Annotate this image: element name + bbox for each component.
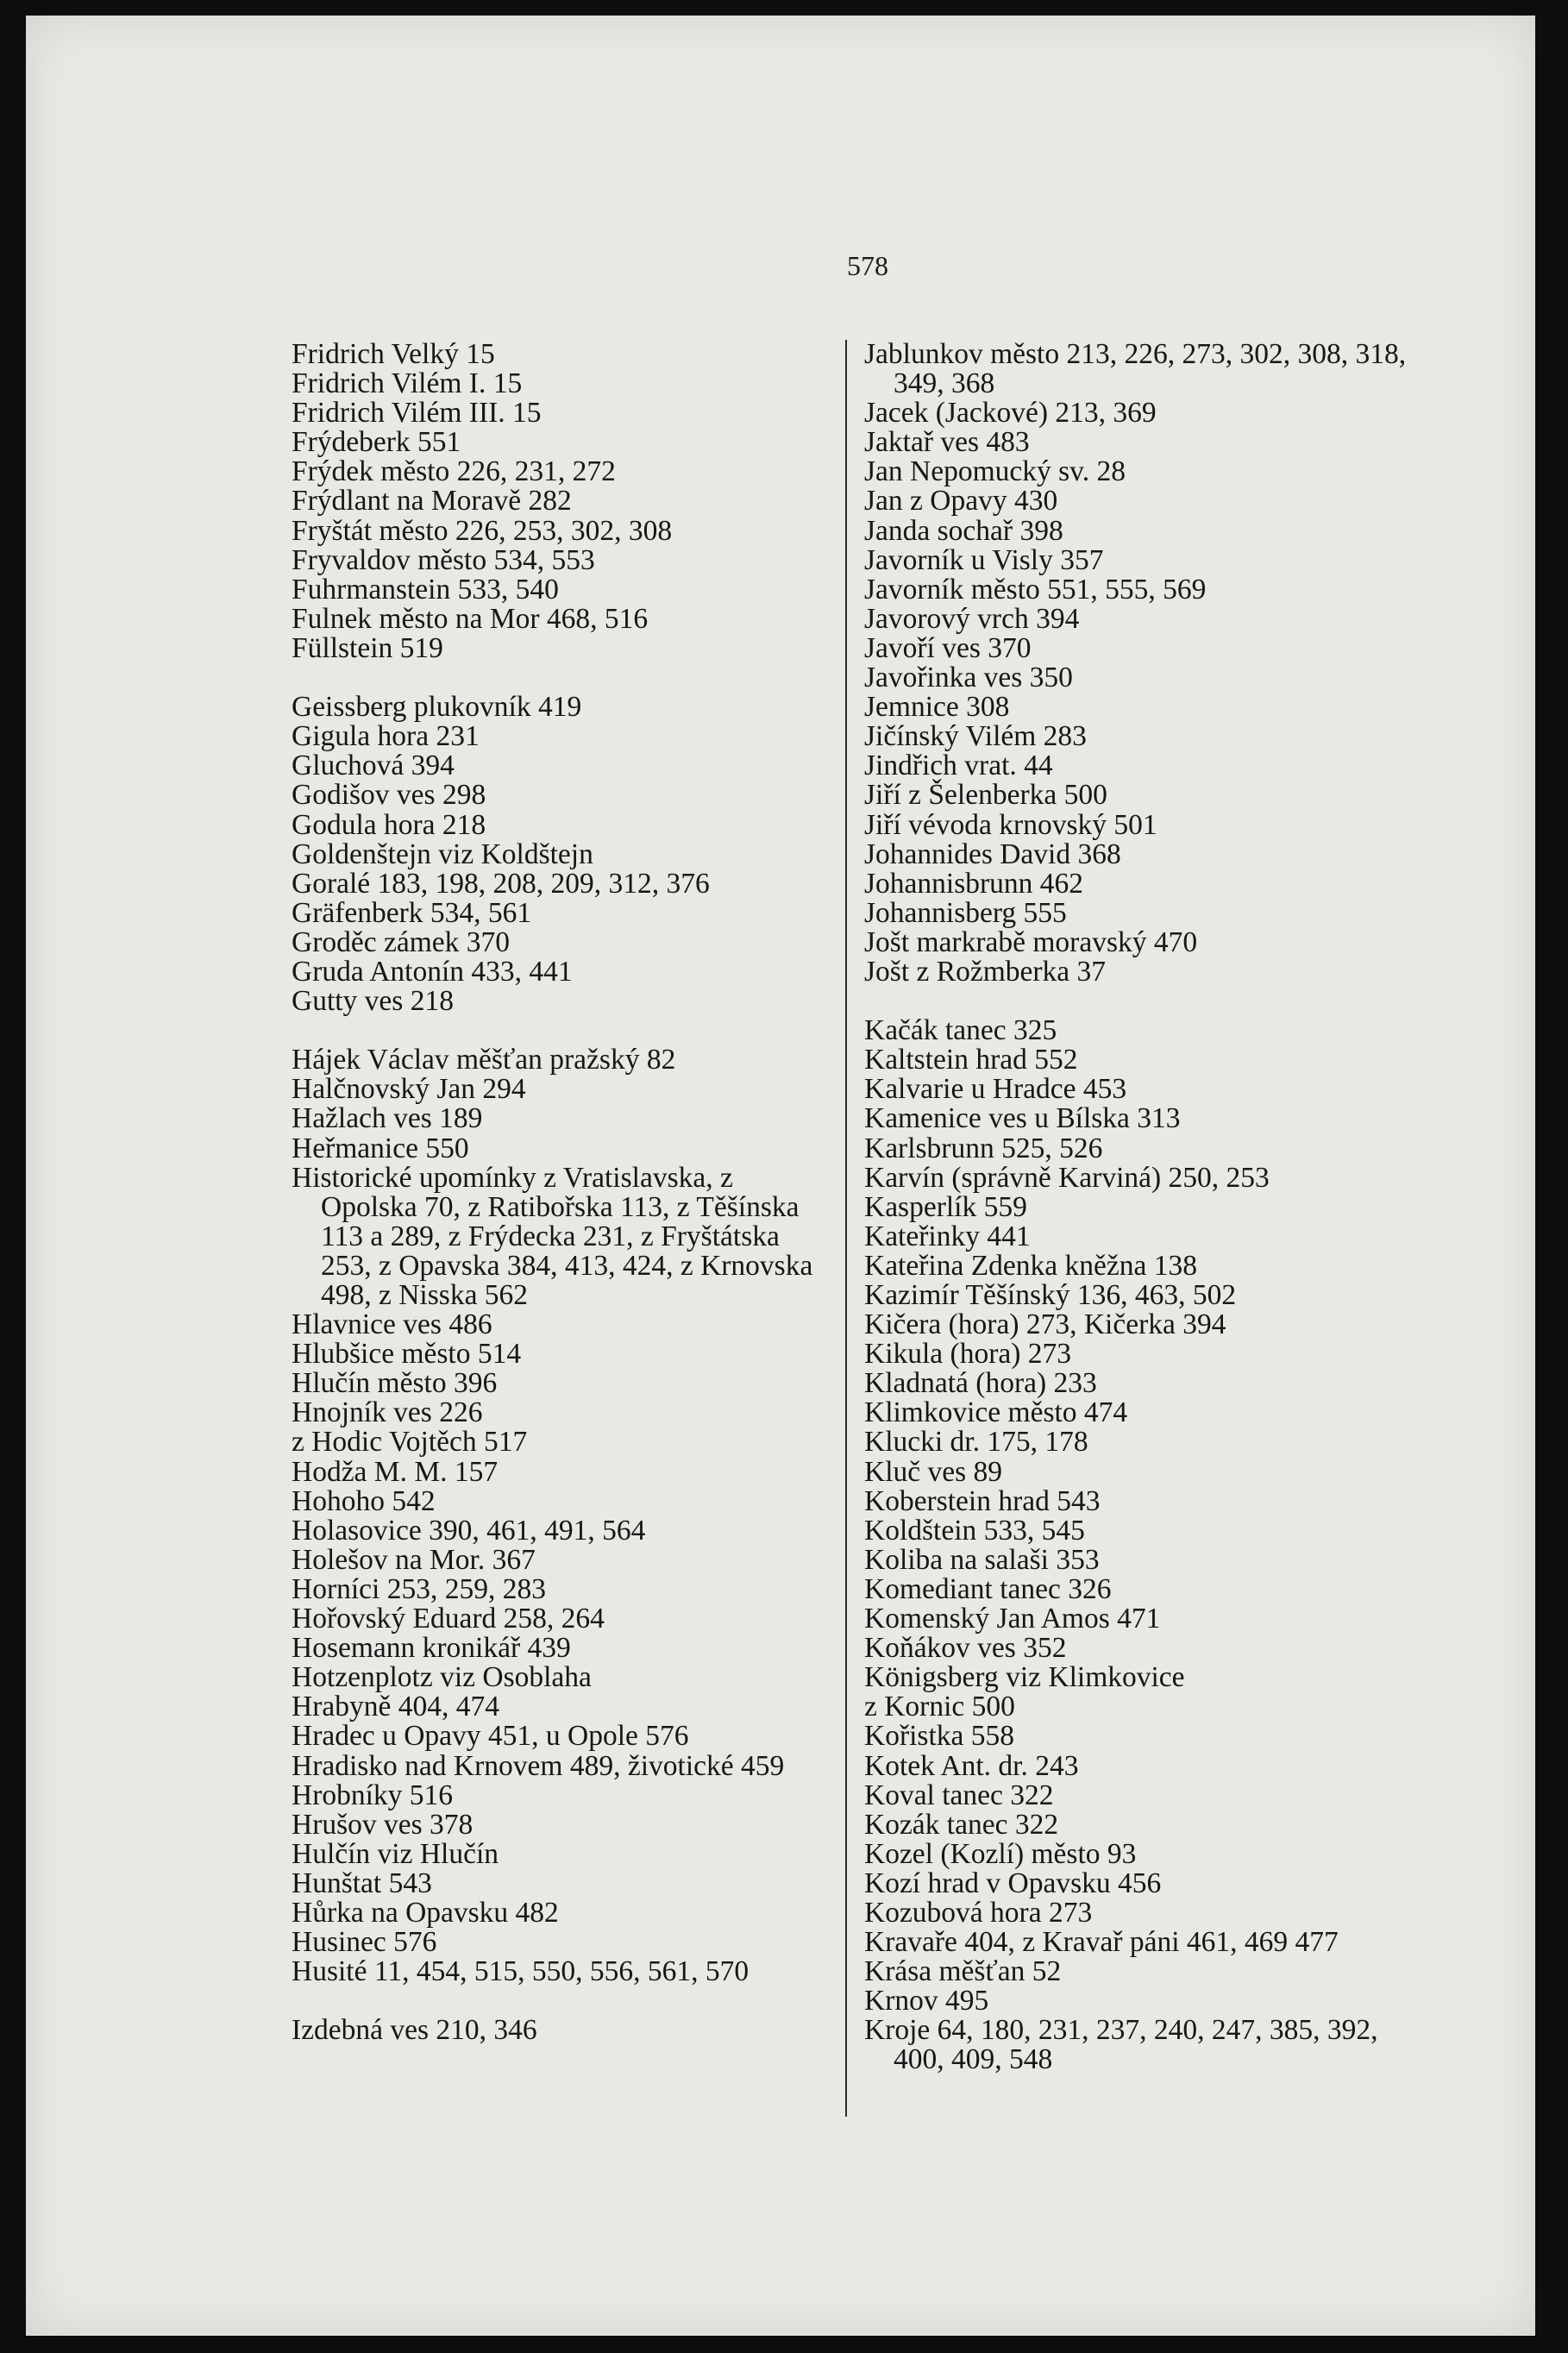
- index-entry: Koval tanec 322: [864, 1779, 1054, 1811]
- index-entry: Krása měšťan 52: [864, 1955, 1062, 1988]
- index-entry: Janda sochař 398: [864, 514, 1063, 547]
- index-entry: Hunštat 543: [292, 1867, 432, 1899]
- index-section-h: [292, 1045, 835, 1986]
- index-entry: Fryvaldov město 534, 553: [292, 543, 595, 576]
- index-entry: Jan Nepomucký sv. 28: [864, 455, 1126, 488]
- index-entry: Klimkovice město 474: [864, 1396, 1128, 1429]
- index-entry: Kičera (hora) 273, Kičerka 394: [864, 1308, 1226, 1341]
- index-entry: Kotek Ant. dr. 243: [864, 1749, 1079, 1782]
- index-entry: Hohoho 542: [292, 1484, 436, 1517]
- index-entry: Jaktař ves 483: [864, 426, 1030, 459]
- index-entry: Kladnatá (hora) 233: [864, 1367, 1097, 1400]
- index-entry: Johannides David 368: [864, 838, 1121, 870]
- index-entry: Goldenštejn viz Koldštejn: [292, 838, 593, 870]
- index-entry: Kroje 64, 180, 231, 237, 240, 247, 385, 392, 400, 409, 548: [864, 2014, 1378, 2076]
- index-column-left: [292, 340, 835, 2045]
- index-entry: Hlubšice město 514: [292, 1338, 522, 1371]
- index-entry: Halčnovský Jan 294: [292, 1073, 526, 1106]
- index-entry: Koldštein 533, 545: [864, 1514, 1085, 1547]
- index-entry: Füllstein 519: [292, 631, 443, 664]
- index-entry: Hořovský Eduard 258, 264: [292, 1603, 605, 1635]
- index-entry: Fridrich Velký 15: [292, 338, 495, 370]
- index-entry: Frýdlant na Moravě 282: [292, 485, 572, 518]
- index-entry: Gräfenberk 534, 561: [292, 896, 532, 929]
- index-entry: Jindřich vrat. 44: [864, 750, 1053, 782]
- index-entry: z Kornic 500: [864, 1691, 1015, 1723]
- index-entry: Gluchová 394: [292, 750, 455, 782]
- index-entry: Kasperlík 559: [864, 1190, 1027, 1223]
- index-entry: Königsberg viz Klimkovice: [864, 1661, 1185, 1694]
- index-entry: Jacek (Jackové) 213, 369: [864, 397, 1157, 430]
- index-entry: Kozel (Kozlí) město 93: [864, 1837, 1137, 1870]
- index-entry: Gigula hora 231: [292, 720, 480, 753]
- index-entry: Jičínský Vilém 283: [864, 720, 1087, 753]
- section-gap: [864, 987, 1433, 1016]
- index-entry: Javorový vrch 394: [864, 602, 1080, 635]
- index-entry: Komediant tanec 326: [864, 1572, 1112, 1605]
- index-entry: Gutty ves 218: [292, 985, 454, 1018]
- index-entry: Kozubová hora 273: [864, 1896, 1093, 1929]
- index-entry: Hrabyně 404, 474: [292, 1691, 499, 1723]
- index-entry: Hosemann kronikář 439: [292, 1632, 571, 1665]
- index-entry: Javorník město 551, 555, 569: [864, 573, 1207, 606]
- index-entry: Husinec 576: [292, 1926, 437, 1959]
- index-entry: Gruda Antonín 433, 441: [292, 955, 573, 988]
- index-entry: Jiří z Šelenberka 500: [864, 779, 1107, 812]
- index-entry: Hlavnice ves 486: [292, 1308, 492, 1341]
- index-entry: Koberstein hrad 543: [864, 1484, 1101, 1517]
- section-gap: [292, 663, 835, 693]
- index-entry: Javorník u Visly 357: [864, 543, 1104, 576]
- index-entry: Jošt markrabě moravský 470: [864, 926, 1198, 958]
- index-entry: Javoří ves 370: [864, 631, 1032, 664]
- index-entry: Goralé 183, 198, 208, 209, 312, 376: [292, 867, 710, 900]
- index-entry: Kozák tanec 322: [864, 1808, 1059, 1841]
- index-entry: Kazimír Těšínský 136, 463, 502: [864, 1279, 1237, 1311]
- index-entry: Fridrich Vilém III. 15: [292, 397, 542, 430]
- index-entry: Fridrich Vilém I. 15: [292, 367, 523, 400]
- index-entry: Hnojník ves 226: [292, 1396, 483, 1429]
- index-entry: Frýdeberk 551: [292, 426, 461, 459]
- section-gap: [292, 1986, 835, 2016]
- index-entry: Klucki dr. 175, 178: [864, 1426, 1088, 1459]
- index-entry: Hradec u Opavy 451, u Opole 576: [292, 1720, 689, 1753]
- index-entry: Heřmanice 550: [292, 1132, 469, 1164]
- index-entry: Komenský Jan Amos 471: [864, 1603, 1161, 1635]
- index-entry: Johannisbrunn 462: [864, 867, 1084, 900]
- index-section-f: [292, 340, 835, 663]
- index-section-k: [864, 1016, 1433, 2074]
- index-entry: Jošt z Rožmberka 37: [864, 955, 1107, 988]
- index-entry: Jablunkov město 213, 226, 273, 302, 308, 318, 349, 368: [864, 338, 1407, 400]
- index-entry: Holešov na Mor. 367: [292, 1543, 536, 1576]
- index-entry: Kikula (hora) 273: [864, 1338, 1072, 1371]
- index-entry: Frýdek město 226, 231, 272: [292, 455, 616, 488]
- index-entry: Hradisko nad Krnovem 489, životické 459: [292, 1749, 785, 1782]
- index-entry: Hájek Václav měšťan pražský 82: [292, 1044, 676, 1076]
- column-divider: [845, 340, 847, 2117]
- index-entry: Horníci 253, 259, 283: [292, 1572, 546, 1605]
- index-entry: z Hodic Vojtěch 517: [292, 1426, 528, 1459]
- index-section-g: [292, 693, 835, 1016]
- index-entry: Kateřina Zdenka kněžna 138: [864, 1249, 1198, 1282]
- index-entry: Godula hora 218: [292, 808, 486, 841]
- index-entry: Johannisberg 555: [864, 896, 1067, 929]
- index-entry: Izdebná ves 210, 346: [292, 2014, 537, 2047]
- index-entry: Hotzenplotz viz Osoblaha: [292, 1661, 592, 1694]
- index-entry: Hrobníky 516: [292, 1779, 454, 1811]
- index-entry: Geissberg plukovník 419: [292, 691, 582, 724]
- index-entry: Hůrka na Opavsku 482: [292, 1896, 559, 1929]
- index-entry: Historické upomínky z Vratislavska, z Opolska 70, z Ratibořska 113, z Těšínska 113 a 289, z Frýdecka 231, z Fryštátska 253, z Opavska 384, 413, 424, z Krnovska 498, z Nisska 562: [292, 1161, 813, 1311]
- index-entry: Fryštát město 226, 253, 302, 308: [292, 514, 673, 547]
- index-entry: Jan z Opavy 430: [864, 485, 1058, 518]
- index-entry: Kluč ves 89: [864, 1455, 1003, 1488]
- index-entry: Husité 11, 454, 515, 550, 556, 561, 570: [292, 1955, 750, 1988]
- index-entry: Godišov ves 298: [292, 779, 486, 812]
- index-entry: Jiří vévoda krnovský 501: [864, 808, 1157, 841]
- index-entry: Javořinka ves 350: [864, 662, 1073, 694]
- index-section-i: [292, 2016, 835, 2045]
- index-entry: Kateřinky 441: [864, 1220, 1031, 1252]
- index-entry: Karvín (správně Karviná) 250, 253: [864, 1161, 1270, 1194]
- section-gap: [292, 1016, 835, 1045]
- index-entry: Kalvarie u Hradce 453: [864, 1073, 1127, 1106]
- index-entry: Kačák tanec 325: [864, 1014, 1057, 1047]
- index-entry: Hodža M. M. 157: [292, 1455, 499, 1488]
- index-entry: Kaltstein hrad 552: [864, 1044, 1078, 1076]
- scanned-page: [26, 16, 1535, 2336]
- index-column-right: [864, 340, 1433, 2075]
- index-entry: Krnov 495: [864, 1985, 989, 2017]
- index-entry: Holasovice 390, 461, 491, 564: [292, 1514, 646, 1547]
- index-entry: Groděc zámek 370: [292, 926, 511, 958]
- index-entry: Kořistka 558: [864, 1720, 1014, 1753]
- index-entry: Jemnice 308: [864, 691, 1010, 724]
- index-entry: Hrušov ves 378: [292, 1808, 474, 1841]
- index-entry: Hlučín město 396: [292, 1367, 498, 1400]
- page-number: 578: [847, 250, 888, 281]
- index-entry: Fulnek město na Mor 468, 516: [292, 602, 649, 635]
- index-entry: Koňákov ves 352: [864, 1632, 1067, 1665]
- index-entry: Kozí hrad v Opavsku 456: [864, 1867, 1162, 1899]
- index-entry: Kamenice ves u Bílska 313: [864, 1102, 1181, 1135]
- index-entry: Fuhrmanstein 533, 540: [292, 573, 559, 606]
- index-entry: Hulčín viz Hlučín: [292, 1837, 499, 1870]
- index-entry: Hažlach ves 189: [292, 1102, 483, 1135]
- index-section-j: [864, 340, 1433, 987]
- index-entry: Karlsbrunn 525, 526: [864, 1132, 1103, 1164]
- index-entry: Kravaře 404, z Kravař páni 461, 469 477: [864, 1926, 1339, 1959]
- index-entry: Koliba na salaši 353: [864, 1543, 1100, 1576]
